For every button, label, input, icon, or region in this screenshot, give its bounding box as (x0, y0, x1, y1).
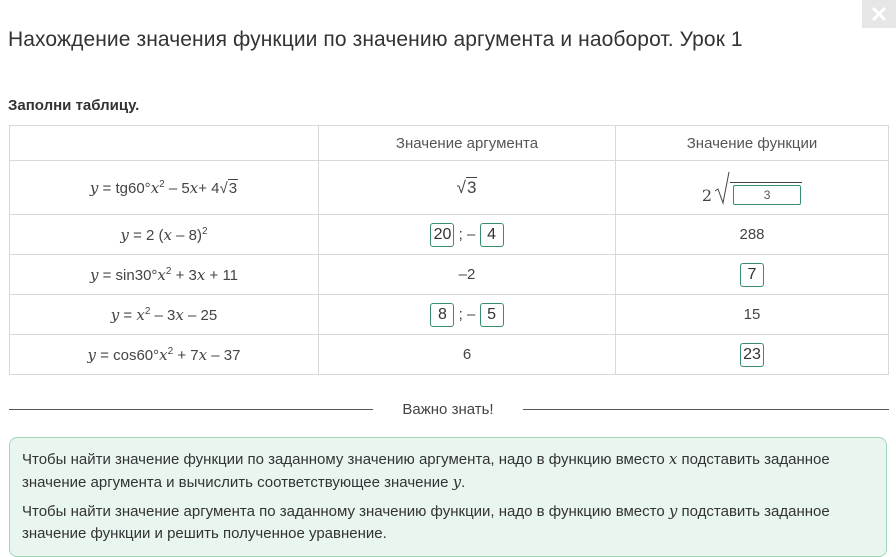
argument-input[interactable]: 8 (430, 303, 454, 327)
page-title: Нахождение значения функции по значению аргумента и наоборот. Урок 1 (8, 28, 743, 51)
argument-cell (319, 215, 616, 255)
table-row (10, 295, 889, 335)
sqrt-with-input: 2 3 (702, 171, 802, 205)
function-cell: $y = \sin 30^\circ x^2 + 3x + 11$ (10, 255, 319, 295)
value-cell: 288 (616, 215, 889, 255)
header-argument: Значение аргумента (319, 126, 616, 161)
value-input[interactable]: 23 (740, 343, 764, 367)
info-paragraph: Чтобы найти значение функции по заданному значению аргумента, надо в функцию вместо x подставить заданное значение аргумента и вычислить соответствующее значение y. (22, 450, 830, 491)
value-input[interactable]: 7 (740, 263, 764, 287)
argument-cell (319, 295, 616, 335)
divider-left (9, 409, 373, 410)
separator: ; – (458, 305, 476, 323)
argument-cell: 6 (319, 335, 616, 375)
separator: ; – (458, 225, 476, 243)
argument-input[interactable]: 5 (480, 303, 504, 327)
radical-sign-icon (714, 171, 730, 205)
table-row (10, 161, 889, 215)
divider-label: Важно знать! (402, 401, 494, 418)
header-value: Значение функции (616, 126, 889, 161)
sqrt: √ 3 (219, 179, 238, 197)
value-input[interactable]: 3 (733, 185, 801, 205)
argument-cell: –2 (319, 255, 616, 295)
info-paragraph: Чтобы найти значение аргумента по заданному значению функции, надо в функцию вместо y подставить заданное значение функции и решить полученное уравнение. (22, 502, 830, 542)
table-header-row (10, 126, 889, 161)
close-icon (870, 5, 888, 23)
function-table (9, 125, 889, 375)
function-cell: $y = x^2 - 3x - 25$ (10, 295, 319, 335)
value-cell: 15 (616, 295, 889, 335)
function-cell: $y = \cos 60^\circ x^2 + 7x - 37$ (10, 335, 319, 375)
table-row (10, 215, 889, 255)
value-cell (616, 161, 889, 215)
info-box (9, 437, 887, 557)
table-row (10, 255, 889, 295)
value-cell (616, 335, 889, 375)
function-cell: y = 2 (x – 8)$^2$ (10, 215, 319, 255)
argument-cell (319, 161, 616, 215)
divider-right (523, 409, 889, 410)
header-function (10, 126, 319, 161)
value-cell (616, 255, 889, 295)
sqrt: √ 3 (456, 178, 477, 197)
table-row (10, 335, 889, 375)
task-instruction: Заполни таблицу. (8, 97, 140, 114)
argument-input[interactable]: 20 (430, 223, 454, 247)
close-button[interactable] (862, 0, 896, 28)
function-cell: $y = tg60^\circ x^2 - 5x+ 4$ √ 3 (10, 161, 319, 215)
argument-input[interactable]: 4 (480, 223, 504, 247)
